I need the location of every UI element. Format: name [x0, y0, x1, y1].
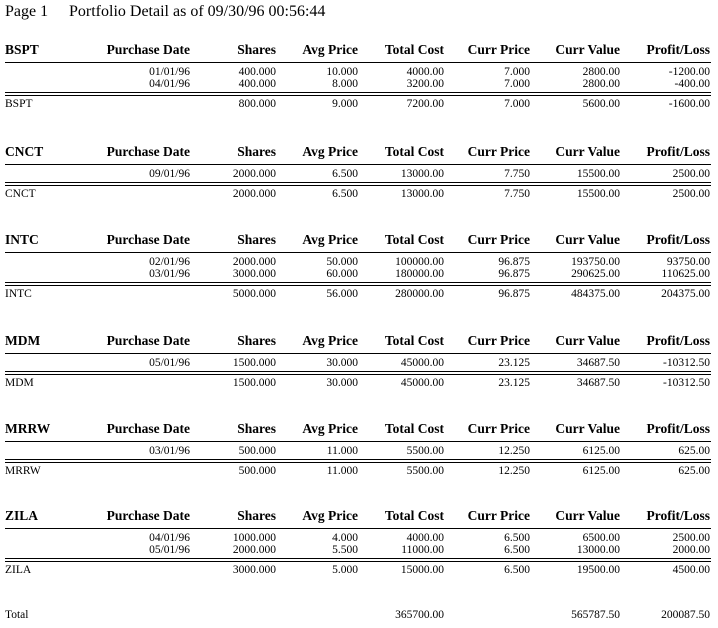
- row-shares: 400.000: [238, 66, 276, 78]
- subtotal-shares: 800.000: [238, 98, 276, 110]
- subtotal-shares: 3000.000: [232, 564, 276, 576]
- header-col-shares: Shares: [237, 333, 276, 348]
- subtotal-rule-top: [5, 182, 711, 183]
- header-col-profit-loss: Profit/Loss: [646, 232, 710, 247]
- subtotal-total-cost: 280000.00: [395, 288, 444, 300]
- row-avg-price: 4.000: [332, 532, 358, 544]
- row-profit-loss: -1200.00: [668, 66, 710, 78]
- subtotal-profit-loss: 4500.00: [672, 564, 710, 576]
- subtotal-rule-bottom: [5, 374, 711, 375]
- subtotal-curr-value: 34687.50: [576, 377, 620, 389]
- row-profit-loss: 93750.00: [666, 256, 710, 268]
- row-avg-price: 8.000: [332, 78, 358, 90]
- header-col-purchase-date: Purchase Date: [106, 42, 190, 57]
- subtotal-total-cost: 13000.00: [400, 188, 444, 200]
- header-col-total-cost: Total Cost: [384, 333, 444, 348]
- row-total-cost: 3200.00: [406, 78, 444, 90]
- subtotal-symbol: ZILA: [5, 564, 32, 576]
- row-total-cost: 100000.00: [395, 256, 444, 268]
- header-col-curr-price: Curr Price: [467, 144, 530, 159]
- row-total-cost: 5500.00: [406, 445, 444, 457]
- header-rule: [5, 528, 711, 529]
- row-profit-loss: 625.00: [678, 445, 710, 457]
- header-col-total-cost: Total Cost: [384, 508, 444, 523]
- row-profit-loss: 110625.00: [661, 268, 710, 280]
- row-curr-price: 23.125: [498, 357, 530, 369]
- row-shares: 400.000: [238, 78, 276, 90]
- subtotal-rule-bottom: [5, 95, 711, 96]
- subtotal-avg-price: 56.000: [326, 288, 358, 300]
- row-curr-value: 2800.00: [582, 78, 620, 90]
- row-curr-price: 7.000: [504, 66, 530, 78]
- row-curr-price: 6.500: [504, 532, 530, 544]
- subtotal-profit-loss: 204375.00: [661, 288, 710, 300]
- row-shares: 1000.000: [232, 532, 276, 544]
- row-total-cost: 4000.00: [406, 66, 444, 78]
- header-col-profit-loss: Profit/Loss: [646, 333, 710, 348]
- header-col-curr-price: Curr Price: [467, 232, 530, 247]
- header-rule: [5, 62, 711, 63]
- group-symbol: MRRW: [5, 421, 51, 436]
- header-rule: [5, 164, 711, 165]
- row-purchase-date: 05/01/96: [149, 357, 190, 369]
- subtotal-total-cost: 15000.00: [400, 564, 444, 576]
- row-curr-value: 15500.00: [576, 168, 620, 180]
- row-avg-price: 60.000: [326, 268, 358, 280]
- row-curr-price: 96.875: [498, 256, 530, 268]
- subtotal-rule-top: [5, 459, 711, 460]
- header-col-shares: Shares: [237, 42, 276, 57]
- subtotal-rule-top: [5, 371, 711, 372]
- row-total-cost: 180000.00: [395, 268, 444, 280]
- group-symbol: INTC: [5, 232, 39, 247]
- header-col-avg-price: Avg Price: [302, 508, 358, 523]
- header-col-purchase-date: Purchase Date: [106, 144, 190, 159]
- row-curr-value: 6500.00: [582, 532, 620, 544]
- header-col-total-cost: Total Cost: [384, 232, 444, 247]
- header-col-curr-value: Curr Value: [555, 333, 620, 348]
- subtotal-curr-price: 6.500: [504, 564, 530, 576]
- header-col-total-cost: Total Cost: [384, 42, 444, 57]
- subtotal-rule-bottom: [5, 285, 711, 286]
- subtotal-rule-bottom: [5, 561, 711, 562]
- subtotal-profit-loss: -1600.00: [668, 98, 710, 110]
- header-col-avg-price: Avg Price: [302, 42, 358, 57]
- subtotal-profit-loss: 625.00: [678, 465, 710, 477]
- row-profit-loss: 2500.00: [672, 532, 710, 544]
- header-col-curr-value: Curr Value: [555, 144, 620, 159]
- row-total-cost: 4000.00: [406, 532, 444, 544]
- row-curr-value: 13000.00: [576, 544, 620, 556]
- row-curr-value: 6125.00: [582, 445, 620, 457]
- row-curr-price: 12.250: [498, 445, 530, 457]
- header-col-total-cost: Total Cost: [384, 144, 444, 159]
- subtotal-rule-top: [5, 282, 711, 283]
- row-shares: 2000.000: [232, 544, 276, 556]
- subtotal-symbol: CNCT: [5, 188, 36, 200]
- header-col-curr-value: Curr Value: [555, 508, 620, 523]
- subtotal-curr-value: 19500.00: [576, 564, 620, 576]
- subtotal-shares: 500.000: [238, 465, 276, 477]
- subtotal-curr-price: 7.750: [504, 188, 530, 200]
- header-col-shares: Shares: [237, 232, 276, 247]
- row-avg-price: 6.500: [332, 168, 358, 180]
- row-curr-price: 7.000: [504, 78, 530, 90]
- header-col-profit-loss: Profit/Loss: [646, 421, 710, 436]
- row-total-cost: 45000.00: [400, 357, 444, 369]
- subtotal-shares: 5000.000: [232, 288, 276, 300]
- header-rule: [5, 252, 711, 253]
- header-rule: [5, 441, 711, 442]
- row-curr-value: 290625.00: [571, 268, 620, 280]
- row-purchase-date: 04/01/96: [149, 78, 190, 90]
- subtotal-avg-price: 6.500: [332, 188, 358, 200]
- group-symbol: ZILA: [5, 508, 39, 523]
- header-col-avg-price: Avg Price: [302, 232, 358, 247]
- subtotal-avg-price: 5.000: [332, 564, 358, 576]
- row-curr-value: 193750.00: [571, 256, 620, 268]
- header-col-curr-value: Curr Value: [555, 232, 620, 247]
- subtotal-curr-value: 6125.00: [582, 465, 620, 477]
- row-curr-price: 6.500: [504, 544, 530, 556]
- row-curr-value: 34687.50: [576, 357, 620, 369]
- subtotal-curr-price: 23.125: [498, 377, 530, 389]
- subtotal-symbol: MRRW: [5, 465, 41, 477]
- header-col-curr-price: Curr Price: [467, 508, 530, 523]
- header-col-purchase-date: Purchase Date: [106, 508, 190, 523]
- total-label: Total: [5, 609, 29, 621]
- report-title: Portfolio Detail as of 09/30/96 00:56:44: [69, 3, 326, 20]
- header-col-profit-loss: Profit/Loss: [646, 144, 710, 159]
- subtotal-profit-loss: -10312.50: [663, 377, 710, 389]
- group-symbol: MDM: [5, 333, 41, 348]
- header-col-shares: Shares: [237, 421, 276, 436]
- page-number: Page 1: [5, 3, 49, 20]
- header-col-purchase-date: Purchase Date: [106, 421, 190, 436]
- row-avg-price: 50.000: [326, 256, 358, 268]
- header-col-avg-price: Avg Price: [302, 421, 358, 436]
- row-shares: 500.000: [238, 445, 276, 457]
- row-shares: 3000.000: [232, 268, 276, 280]
- row-total-cost: 11000.00: [401, 544, 444, 556]
- row-avg-price: 11.000: [326, 445, 358, 457]
- subtotal-rule-top: [5, 558, 711, 559]
- row-avg-price: 30.000: [326, 357, 358, 369]
- row-curr-price: 7.750: [504, 168, 530, 180]
- subtotal-curr-price: 7.000: [504, 98, 530, 110]
- row-purchase-date: 05/01/96: [149, 544, 190, 556]
- row-profit-loss: 2000.00: [672, 544, 710, 556]
- subtotal-avg-price: 30.000: [326, 377, 358, 389]
- report-header: [5, 3, 325, 21]
- header-col-avg-price: Avg Price: [302, 144, 358, 159]
- header-col-avg-price: Avg Price: [302, 333, 358, 348]
- header-col-purchase-date: Purchase Date: [106, 232, 190, 247]
- row-profit-loss: 2500.00: [672, 168, 710, 180]
- subtotal-rule-bottom: [5, 185, 711, 186]
- row-purchase-date: 09/01/96: [149, 168, 190, 180]
- row-total-cost: 13000.00: [400, 168, 444, 180]
- subtotal-avg-price: 11.000: [326, 465, 358, 477]
- subtotal-curr-value: 5600.00: [582, 98, 620, 110]
- subtotal-shares: 1500.000: [232, 377, 276, 389]
- row-profit-loss: -10312.50: [663, 357, 710, 369]
- row-purchase-date: 04/01/96: [149, 532, 190, 544]
- row-curr-price: 96.875: [498, 268, 530, 280]
- row-purchase-date: 01/01/96: [149, 66, 190, 78]
- group-symbol: CNCT: [5, 144, 44, 159]
- total-profit-loss: 200087.50: [661, 609, 710, 621]
- subtotal-curr-price: 12.250: [498, 465, 530, 477]
- subtotal-rule-top: [5, 92, 711, 93]
- subtotal-total-cost: 45000.00: [400, 377, 444, 389]
- row-curr-value: 2800.00: [582, 66, 620, 78]
- header-col-shares: Shares: [237, 144, 276, 159]
- row-avg-price: 5.500: [332, 544, 358, 556]
- row-avg-price: 10.000: [326, 66, 358, 78]
- header-col-curr-price: Curr Price: [467, 421, 530, 436]
- subtotal-total-cost: 5500.00: [406, 465, 444, 477]
- row-purchase-date: 03/01/96: [149, 268, 190, 280]
- header-col-curr-price: Curr Price: [467, 333, 530, 348]
- row-profit-loss: -400.00: [674, 78, 710, 90]
- subtotal-symbol: INTC: [5, 288, 32, 300]
- row-shares: 1500.000: [232, 357, 276, 369]
- row-shares: 2000.000: [232, 256, 276, 268]
- subtotal-curr-value: 15500.00: [576, 188, 620, 200]
- total-cost: 365700.00: [395, 609, 444, 621]
- header-col-curr-value: Curr Value: [555, 42, 620, 57]
- subtotal-avg-price: 9.000: [332, 98, 358, 110]
- subtotal-profit-loss: 2500.00: [672, 188, 710, 200]
- subtotal-shares: 2000.000: [232, 188, 276, 200]
- subtotal-curr-value: 484375.00: [571, 288, 620, 300]
- subtotal-symbol: BSPT: [5, 98, 33, 110]
- subtotal-rule-bottom: [5, 462, 711, 463]
- header-col-total-cost: Total Cost: [384, 421, 444, 436]
- header-col-profit-loss: Profit/Loss: [646, 508, 710, 523]
- header-rule: [5, 353, 711, 354]
- header-col-curr-value: Curr Value: [555, 421, 620, 436]
- header-col-shares: Shares: [237, 508, 276, 523]
- subtotal-total-cost: 7200.00: [406, 98, 444, 110]
- header-col-curr-price: Curr Price: [467, 42, 530, 57]
- header-col-profit-loss: Profit/Loss: [646, 42, 710, 57]
- row-shares: 2000.000: [232, 168, 276, 180]
- total-curr-value: 565787.50: [571, 609, 620, 621]
- row-purchase-date: 02/01/96: [149, 256, 190, 268]
- header-col-purchase-date: Purchase Date: [106, 333, 190, 348]
- subtotal-curr-price: 96.875: [498, 288, 530, 300]
- row-purchase-date: 03/01/96: [149, 445, 190, 457]
- subtotal-symbol: MDM: [5, 377, 34, 389]
- group-symbol: BSPT: [5, 42, 39, 57]
